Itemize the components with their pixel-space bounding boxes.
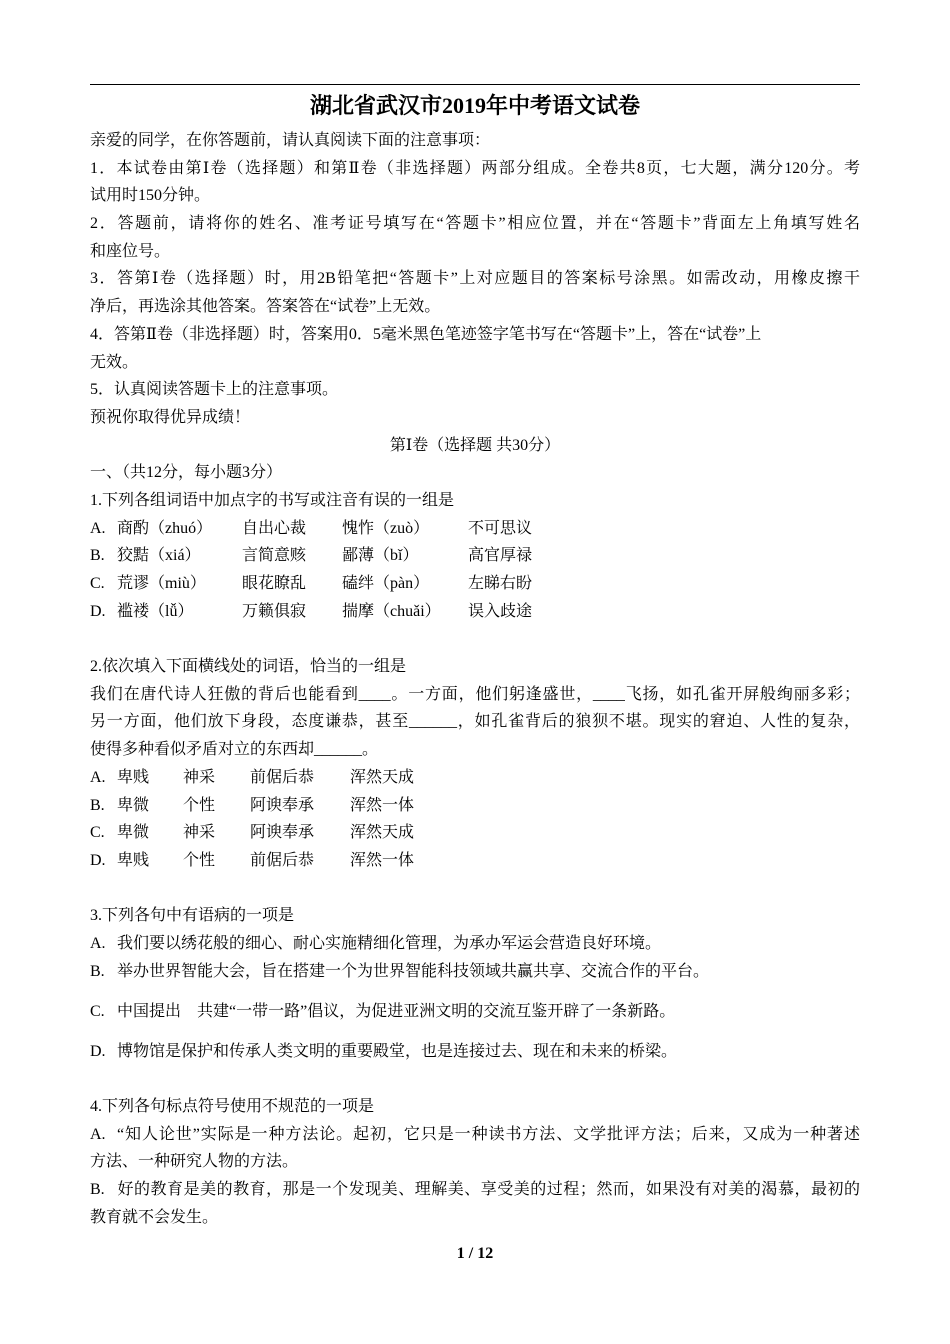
q3-option-c <box>90 998 860 1026</box>
option-word: 愧怍（zuò） <box>342 519 430 537</box>
option-word: 浑然一体 <box>350 796 415 814</box>
option-text: 博物馆是保护和传承人类文明的重要殿堂，也是连接过去、现在和未来的桥梁。 <box>117 1042 678 1060</box>
option-label: A. <box>90 1125 106 1143</box>
option-word: 卑微 <box>117 796 150 814</box>
option-label: D. <box>90 602 106 620</box>
notice-line: 5．认真阅读答题卡上的注意事项。 <box>90 381 339 399</box>
option-word: 言简意赅 <box>242 547 307 565</box>
question-3 <box>90 902 860 1065</box>
passage-line: 使得多种看似矛盾对立的东西却______。 <box>90 741 379 759</box>
notice-line: 3．答第Ⅰ卷（选择题）时，用2B铅笔把“答题卡”上对应题目的答案标号涂黑。如需改动，用橡皮擦干 <box>90 270 860 288</box>
option-word: 荒谬（miù） <box>117 575 206 592</box>
option-label: D. <box>90 1042 106 1060</box>
option-label: B. <box>90 962 105 980</box>
page-number: 1 / 12 <box>456 1245 494 1262</box>
option-line <box>90 1121 860 1149</box>
option-word: 自出心裁 <box>242 519 307 537</box>
blank-line <box>90 625 860 653</box>
q4-option-b <box>90 1176 860 1231</box>
q3-option-d <box>90 1038 860 1066</box>
notice-item-1 <box>90 155 860 210</box>
question-4 <box>90 1093 860 1231</box>
closing-wish: 预祝你取得优异成绩！ <box>90 408 251 426</box>
notice-line: 和座位号。 <box>90 242 171 260</box>
option-word: 个性 <box>183 796 216 814</box>
notice-line: 净后，再选涂其他答案。答案答在“试卷”上无效。 <box>90 298 441 316</box>
question-stem: 3.下列各句中有语病的一项是 <box>90 907 295 925</box>
option-label: A. <box>90 519 106 537</box>
q2-option-b <box>90 792 860 820</box>
option-label: B. <box>90 1181 105 1199</box>
option-text: 我们要以绣花般的细心、耐心实施精细化管理，为承办军运会营造良好环境。 <box>117 934 662 952</box>
option-word: 误入歧途 <box>468 602 533 620</box>
option-word: 前倨后恭 <box>250 851 315 869</box>
q3-option-b <box>90 958 860 986</box>
option-word: 浑然天成 <box>350 824 415 842</box>
q3-option-a <box>90 930 860 958</box>
option-label: C. <box>90 824 105 842</box>
option-word: 商酌（zhuó） <box>117 519 213 537</box>
option-line <box>90 1176 860 1204</box>
option-label: B. <box>90 796 105 814</box>
option-word: 揣摩（chuǎi） <box>342 602 441 620</box>
option-word: 眼花瞭乱 <box>242 575 307 592</box>
option-word: 褴褛（lǚ） <box>117 602 194 620</box>
option-word: 左睇右盼 <box>468 575 533 592</box>
option-word: 不可思议 <box>468 519 533 537</box>
question-stem: 2.依次填入下面横线处的词语，恰当的一组是 <box>90 658 407 676</box>
option-line: 方法、一种研究人物的方法。 <box>90 1153 299 1171</box>
notice-item-5 <box>90 376 860 404</box>
section-heading: 一、（共12分，每小题3分） <box>90 464 283 482</box>
option-word: 狡黠（xiá） <box>117 547 201 565</box>
option-text: “知人论世”实际是一种方法论。起初，它只是一种读书方法、文学批评方法；后来，又成为一种著述 <box>117 1125 860 1143</box>
q2-option-c <box>90 819 860 847</box>
option-word: 高官厚禄 <box>468 547 533 565</box>
notice-line: 1．本试卷由第Ⅰ卷（选择题）和第Ⅱ卷（非选择题）两部分组成。全卷共8页，七大题，满分120分。考 <box>90 159 860 177</box>
option-word: 鄙薄（bǐ） <box>342 547 419 565</box>
option-label: C. <box>90 1002 105 1020</box>
exam-body <box>90 127 860 1231</box>
exam-title: 湖北省武汉市2019年中考语文试卷 <box>309 93 640 118</box>
part-heading: 第Ⅰ卷（选择题 共30分） <box>389 436 561 454</box>
notice-line: 2．答题前，请将你的姓名、准考证号填写在“答题卡”相应位置，并在“答题卡”背面左上角填写姓名 <box>90 215 860 233</box>
option-label: D. <box>90 851 106 869</box>
q1-option-d <box>90 598 860 626</box>
notice-item-4 <box>90 321 860 376</box>
option-word: 阿谀奉承 <box>250 824 315 842</box>
option-word: 神采 <box>183 824 216 842</box>
option-word: 磕绊（pàn） <box>342 575 430 592</box>
header-rule <box>90 84 860 85</box>
passage-line: 我们在唐代诗人狂傲的背后也能看到____。一方面，他们躬逢盛世，____飞扬，如孔雀开屏般绚丽多彩； <box>90 685 860 703</box>
blank-line <box>90 1065 860 1093</box>
option-word: 前倨后恭 <box>250 768 315 786</box>
q2-option-a <box>90 764 860 792</box>
option-text: 中国提出 共建“一带一路”倡议，为促进亚洲文明的交流互鉴开辟了一条新路。 <box>117 1002 676 1020</box>
passage-line: 另一方面，他们放下身段，态度谦恭，甚至______，如孔雀背后的狼狈不堪。现实的窘迫、人性的复杂， <box>90 713 860 731</box>
q1-option-b <box>90 542 860 570</box>
q1-option-a <box>90 515 860 543</box>
option-line: 教育就不会发生。 <box>90 1208 219 1226</box>
notice-line: 无效。 <box>90 353 139 371</box>
q4-option-a <box>90 1121 860 1176</box>
notice-line: 4．答第Ⅱ卷（非选择题）时，答案用0．5毫米黑色笔迹签字笔书写在“答题卡”上，答在“试卷”上 <box>90 325 762 343</box>
question-1 <box>90 487 860 625</box>
option-label: C. <box>90 575 105 592</box>
question-2 <box>90 653 860 875</box>
notice-line: 试用时150分钟。 <box>90 187 211 205</box>
notice-item-3 <box>90 265 860 320</box>
question-stem: 4.下列各句标点符号使用不规范的一项是 <box>90 1097 375 1115</box>
option-word: 卑贱 <box>117 851 150 869</box>
intro-text: 亲爱的同学，在你答题前，请认真阅读下面的注意事项： <box>90 132 491 149</box>
option-word: 个性 <box>183 851 216 869</box>
option-label: A. <box>90 768 106 786</box>
question-stem: 1.下列各组词语中加点字的书写或注音有误的一组是 <box>90 491 455 509</box>
option-text: 举办世界智能大会，旨在搭建一个为世界智能科技领域共赢共享、交流合作的平台。 <box>117 962 710 980</box>
q1-option-c <box>90 570 860 598</box>
q2-option-d <box>90 847 860 875</box>
option-label: A. <box>90 934 106 952</box>
option-word: 浑然天成 <box>350 768 415 786</box>
option-label: B. <box>90 547 105 565</box>
option-word: 浑然一体 <box>350 851 415 869</box>
notice-item-2 <box>90 210 860 265</box>
option-word: 神采 <box>183 768 216 786</box>
option-word: 阿谀奉承 <box>250 796 315 814</box>
blank-line <box>90 875 860 903</box>
option-text: 好的教育是美的教育，那是一个发现美、理解美、享受美的过程；然而，如果没有对美的渴慕，最初的 <box>117 1181 860 1199</box>
option-word: 卑微 <box>117 824 150 842</box>
option-word: 万籁俱寂 <box>242 602 307 620</box>
option-word: 卑贱 <box>117 768 150 786</box>
